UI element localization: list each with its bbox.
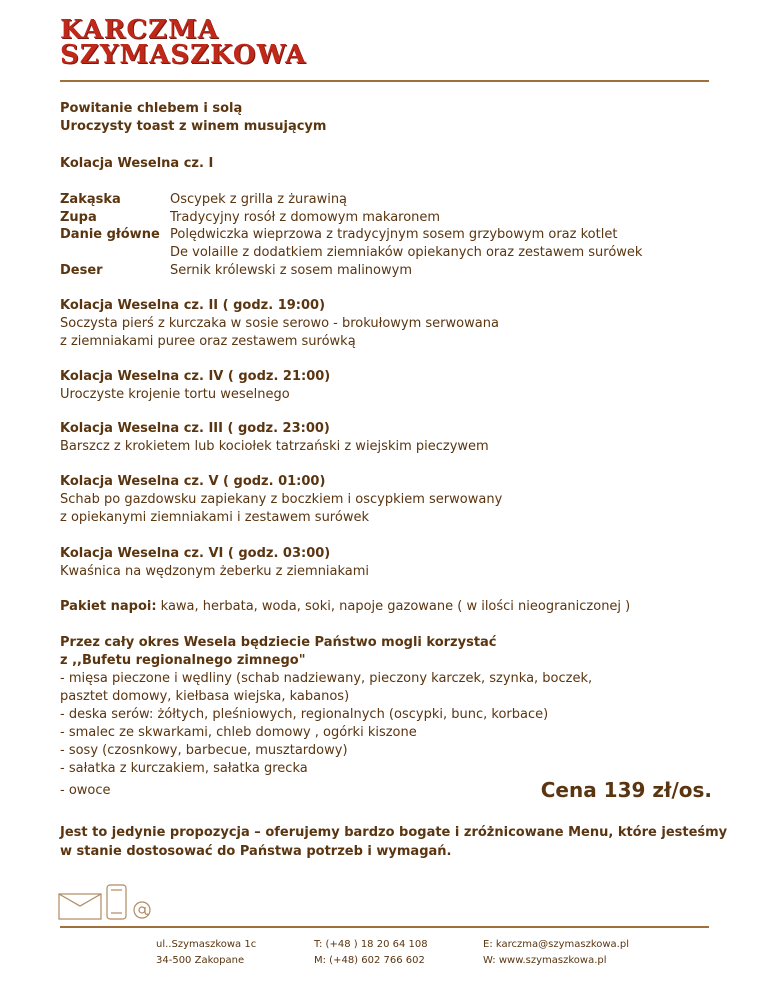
header-divider bbox=[60, 80, 709, 82]
course-value: Tradycyjny rosół z domowym makaronem bbox=[170, 210, 441, 225]
dinner3-line: Barszcz z krokietem lub kociołek tatrzański z wiejskim pieczywem bbox=[60, 439, 489, 454]
course-label: Danie główne bbox=[60, 227, 160, 242]
dinner2-line: Soczysta pierś z kurczaka w sosie serowo - brokułowym serwowana bbox=[60, 316, 499, 331]
logo-line-2: SZYMASZKOWA bbox=[60, 40, 307, 70]
course-value: De volaille z dodatkiem ziemniaków opiekanych oraz zestawem surówek bbox=[170, 245, 643, 260]
dinner3-heading: Kolacja Weselna cz. III ( godz. 23:00) bbox=[60, 421, 330, 436]
intro-line-2: Uroczysty toast z winem musującym bbox=[60, 119, 327, 134]
buffet-line: - owoce bbox=[60, 783, 111, 798]
intro-line-1: Powitanie chlebem i solą bbox=[60, 101, 243, 116]
buffet-line: - sosy (czosnkowy, barbecue, musztardowy) bbox=[60, 743, 348, 758]
closing-note-2: w stanie dostosować do Państwa potrzeb i wymagań. bbox=[60, 844, 452, 859]
phone-landline[interactable]: T: (+48 ) 18 20 64 108 bbox=[314, 939, 428, 950]
drinks-label: Pakiet napoi: bbox=[60, 599, 157, 614]
dinner5-heading: Kolacja Weselna cz. V ( godz. 01:00) bbox=[60, 474, 326, 489]
course-label: Zakąska bbox=[60, 192, 121, 207]
price-label: Cena 139 zł/os. bbox=[540, 778, 712, 802]
closing-note-1: Jest to jedynie propozycja – oferujemy bardzo bogate i zróżnicowane Menu, które jesteśmy bbox=[60, 825, 728, 840]
course-label: Zupa bbox=[60, 210, 97, 225]
footer-address bbox=[156, 937, 256, 969]
logo-line-1: KARCZMA bbox=[60, 15, 219, 45]
buffet-line: - smalec ze skwarkami, chleb domowy , ogórki kiszone bbox=[60, 725, 417, 740]
buffet-line: - sałatka z kurczakiem, sałatka grecka bbox=[60, 761, 308, 776]
restaurant-logo bbox=[60, 15, 307, 70]
phone-icon bbox=[107, 885, 126, 919]
dinner6-heading: Kolacja Weselna cz. VI ( godz. 03:00) bbox=[60, 546, 331, 561]
buffet-line: pasztet domowy, kiełbasa wiejska, kabanos) bbox=[60, 689, 350, 704]
dinner5-line: z opiekanymi ziemniakami i zestawem surówek bbox=[60, 510, 369, 525]
footer-phones bbox=[314, 937, 428, 969]
at-icon bbox=[134, 902, 150, 918]
dinner6-line: Kwaśnica na wędzonym żeberku z ziemniakami bbox=[60, 564, 370, 579]
dinner2-line: z ziemniakami puree oraz zestawem surówką bbox=[60, 334, 356, 349]
dinner1-heading: Kolacja Weselna cz. I bbox=[60, 156, 214, 171]
course-value: Polędwiczka wieprzowa z tradycyjnym sosem grzybowym oraz kotlet bbox=[170, 227, 618, 242]
drinks-text: kawa, herbata, woda, soki, napoje gazowane ( w ilości nieograniczonej ) bbox=[156, 599, 631, 614]
course-value: Sernik królewski z sosem malinowym bbox=[170, 263, 412, 278]
dinner5-line: Schab po gazdowsku zapiekany z boczkiem i oscypkiem serwowany bbox=[60, 492, 503, 507]
buffet-heading-2: z ,,Bufetu regionalnego zimnego" bbox=[60, 653, 306, 668]
drinks-package bbox=[60, 598, 630, 617]
contact-icons bbox=[58, 884, 158, 920]
address-city: 34-500 Zakopane bbox=[156, 955, 245, 966]
website-link[interactable]: W: www.szymaszkowa.pl bbox=[483, 955, 607, 966]
envelope-icon bbox=[59, 894, 101, 919]
dinner4-heading: Kolacja Weselna cz. IV ( godz. 21:00) bbox=[60, 369, 331, 384]
course-label: Deser bbox=[60, 263, 103, 278]
dinner4-line: Uroczyste krojenie tortu weselnego bbox=[60, 387, 290, 402]
buffet-line: - mięsa pieczone i wędliny (schab nadziewany, pieczony karczek, szynka, boczek, bbox=[60, 671, 593, 686]
dinner2-heading: Kolacja Weselna cz. II ( godz. 19:00) bbox=[60, 298, 326, 313]
phone-mobile[interactable]: M: (+48) 602 766 602 bbox=[314, 955, 425, 966]
email-link[interactable]: E: karczma@szymaszkowa.pl bbox=[483, 939, 629, 950]
course-value: Oscypek z grilla z żurawiną bbox=[170, 192, 348, 207]
footer-web bbox=[483, 937, 629, 969]
address-street: ul..Szymaszkowa 1c bbox=[156, 939, 257, 950]
footer-divider bbox=[60, 926, 709, 928]
buffet-heading-1: Przez cały okres Wesela będziecie Państwo mogli korzystać bbox=[60, 635, 497, 650]
buffet-line: - deska serów: żółtych, pleśniowych, regionalnych (oscypki, bunc, korbace) bbox=[60, 707, 549, 722]
